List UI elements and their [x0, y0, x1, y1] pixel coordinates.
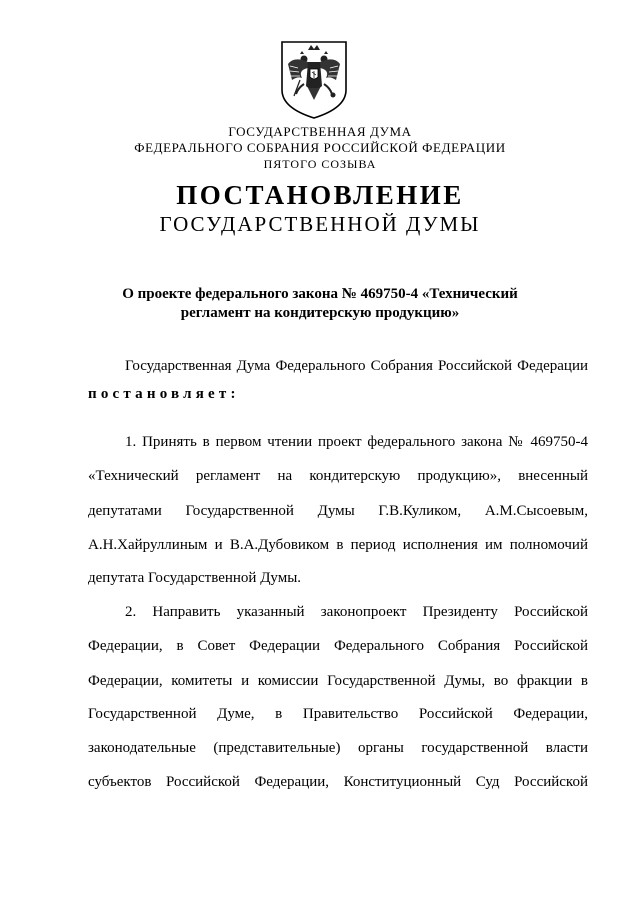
paragraph2-line: субъектов Российской Федерации, Конституционный Суд Российской — [88, 774, 588, 790]
subject-line-1: О проекте федерального закона № 469750-4 «Технический — [122, 286, 518, 302]
paragraph1-line: «Технический регламент на кондитерскую продукцию», внесенный — [88, 468, 588, 484]
subject-line-2: регламент на кондитерскую продукцию» — [180, 305, 460, 321]
header-federal-assembly: ФЕДЕРАЛЬНОГО СОБРАНИЯ РОССИЙСКОЙ ФЕДЕРАЦИИ — [134, 140, 506, 155]
paragraph1-line: депутата Государственной Думы. — [88, 570, 302, 586]
paragraph2-line: законодательные (представительные) органы государственной власти — [88, 740, 588, 756]
paragraph1-line: 1. Принять в первом чтении проект федерального закона № 469750-4 — [125, 434, 588, 450]
paragraph2-line: Государственной Думе, в Правительство Российской Федерации, — [88, 706, 588, 722]
paragraph1-line: депутатами Государственной Думы Г.В.Куликом, А.М.Сысоевым, — [88, 503, 588, 519]
header-duma: ГОСУДАРСТВЕННАЯ ДУМА — [228, 124, 412, 139]
preamble-line-1: Государственная Дума Федерального Собрания Российской Федерации — [125, 358, 588, 374]
paragraph2-line: Федерации, в Совет Федерации Федерального Собрания Российской — [88, 638, 588, 654]
paragraph2-line: Федерации, комитеты и комиссии Государственной Думы, во фракции в — [88, 673, 588, 689]
header-convocation: ПЯТОГО СОЗЫВА — [263, 157, 377, 171]
coat-of-arms-icon — [278, 38, 350, 120]
preamble-resolves: постановляет: — [88, 386, 240, 402]
paragraph1-line: А.Н.Хайруллиным и В.А.Дубовиком в период исполнения им полномочий — [88, 537, 588, 553]
paragraph2-line: 2. Направить указанный законопроект Президенту Российской — [125, 604, 588, 620]
document-title: ПОСТАНОВЛЕНИЕ — [176, 180, 464, 210]
document-subtitle: ГОСУДАРСТВЕННОЙ ДУМЫ — [159, 212, 481, 236]
